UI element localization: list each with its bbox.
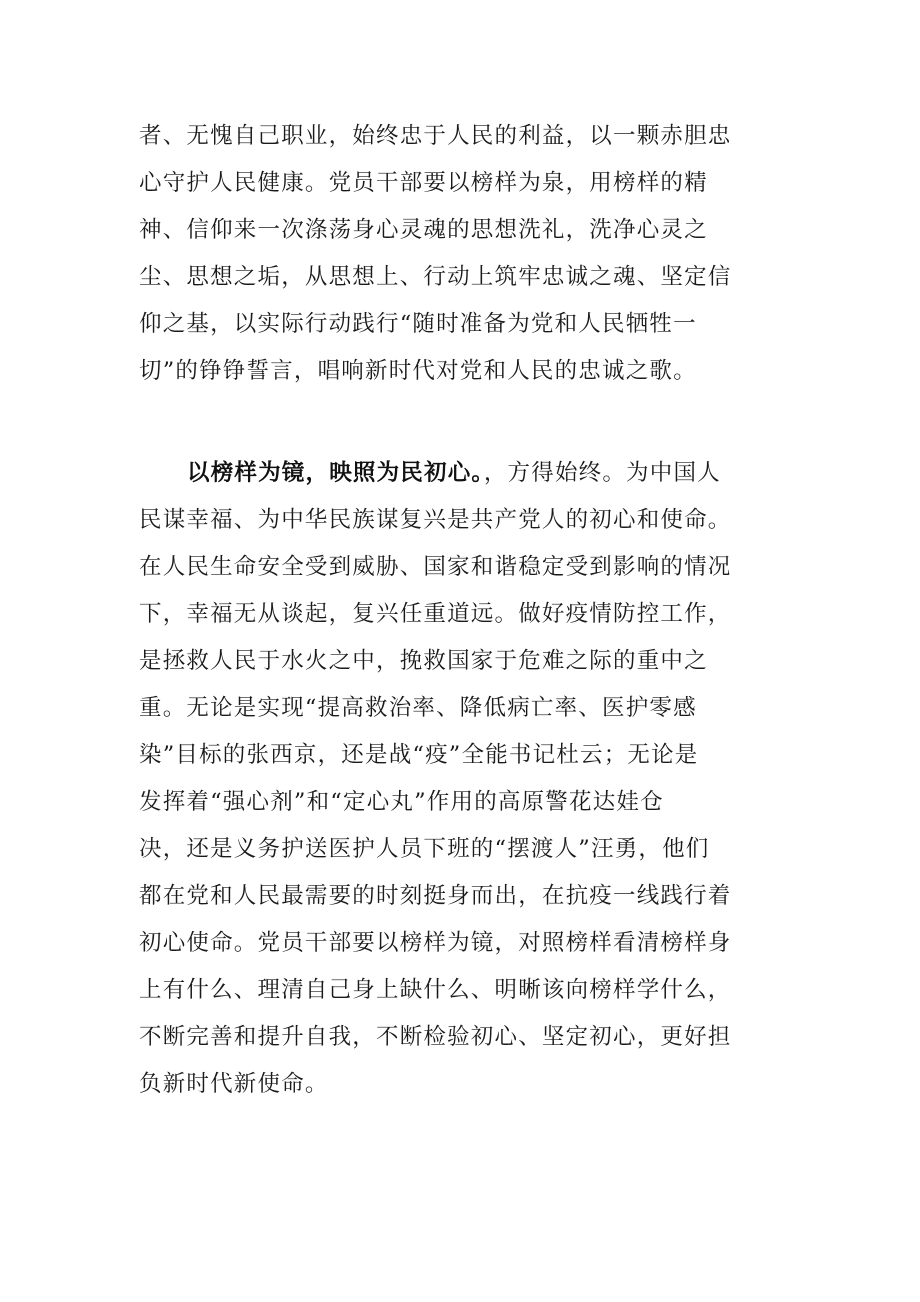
paragraph-line: 尘、思想之垢，从思想上、行动上筑牢忠诚之魂、坚定信 bbox=[139, 264, 732, 290]
paragraph-1 bbox=[139, 113, 763, 395]
paragraph-line: 心守护人民健康。党员干部要以榜样为泉，用榜样的精 bbox=[139, 170, 708, 196]
paragraph-first-line-text: ，方得始终。为中国人 bbox=[483, 460, 721, 486]
paragraph-line: 切”的铮铮誓言，唱响新时代对党和人民的忠诚之歌。 bbox=[139, 358, 697, 384]
paragraph-line: 下，幸福无从谈起，复兴任重道远。做好疫情防控工作， bbox=[139, 601, 732, 627]
paragraph-line: 染”目标的张西京，还是战“疫”全能书记杜云；无论是 bbox=[139, 742, 699, 768]
paragraph-line: 都在党和人民最需要的时刻挺身而出，在抗疫一线践行着 bbox=[139, 883, 732, 909]
paragraph-first-line bbox=[139, 450, 763, 497]
paragraph-line: 发挥着“强心剂”和“定心丸”作用的高原警花达娃仓 bbox=[139, 789, 664, 815]
paragraph-2 bbox=[139, 450, 763, 1108]
paragraph-line: 是拯救人民于水火之中，挽救国家于危难之际的重中之 bbox=[139, 648, 708, 674]
paragraph-line: 不断完善和提升自我，不断检验初心、坚定初心，更好担 bbox=[139, 1024, 732, 1050]
paragraph-line: 仰之基，以实际行动践行“随时准备为党和人民牺牲一 bbox=[139, 311, 697, 337]
paragraph-line: 重。无论是实现“提高救治率、降低病亡率、医护零感 bbox=[139, 695, 697, 721]
paragraph-line: 民谋幸福、为中华民族谋复兴是共产党人的初心和使命。 bbox=[139, 507, 732, 533]
paragraph-line: 上有什么、理清自己身上缺什么、明晰该向榜样学什么， bbox=[139, 977, 732, 1003]
paragraph-line: 者、无愧自己职业，始终忠于人民的利益，以一颗赤胆忠 bbox=[139, 123, 732, 149]
paragraph-line: 决，还是义务护送医护人员下班的“摆渡人”汪勇，他们 bbox=[139, 836, 710, 862]
paragraph-line: 神、信仰来一次涤荡身心灵魂的思想洗礼，洗净心灵之 bbox=[139, 217, 708, 243]
paragraph-heading: 以榜样为镜，映照为民初心。 bbox=[187, 460, 484, 486]
paragraph-line: 初心使命。党员干部要以榜样为镜，对照榜样看清榜样身 bbox=[139, 930, 732, 956]
paragraph-line: 在人民生命安全受到威胁、国家和谐稳定受到影响的情况 bbox=[139, 554, 732, 580]
paragraph-line: 负新时代新使命。 bbox=[139, 1071, 329, 1097]
